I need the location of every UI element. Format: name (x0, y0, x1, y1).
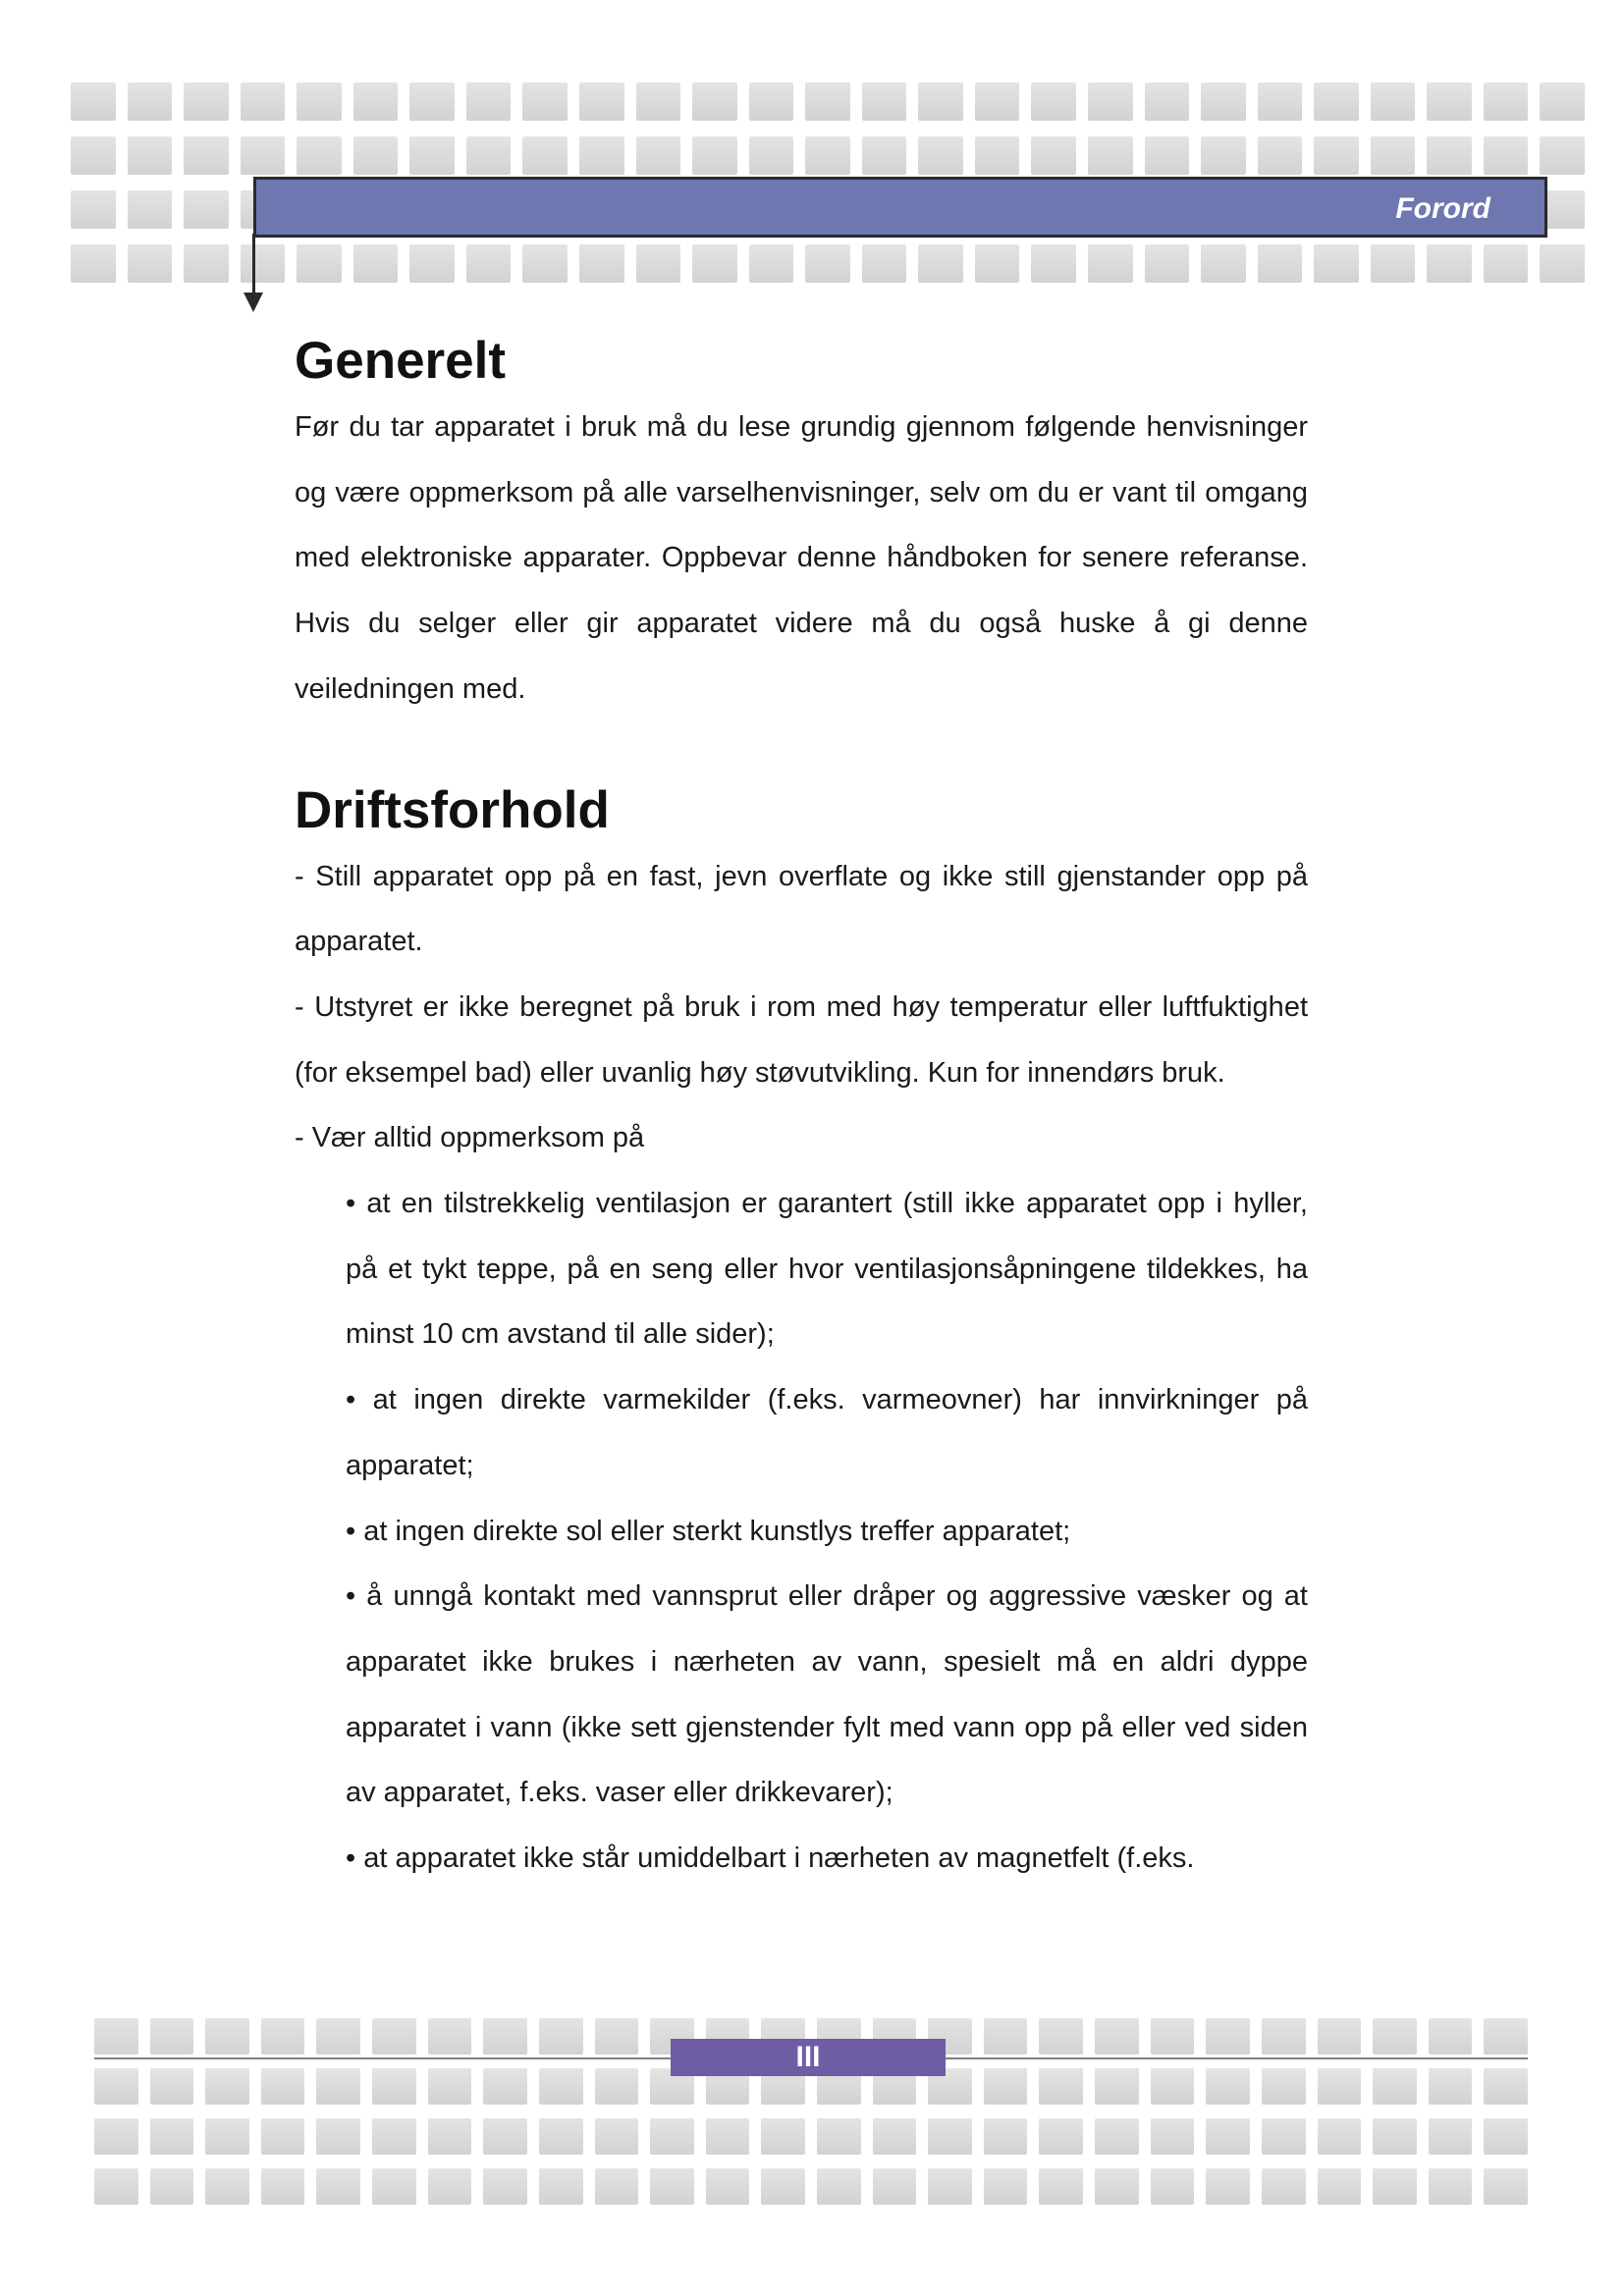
decorative-tile (1427, 244, 1472, 283)
decorative-tile (150, 2068, 194, 2105)
driftsforhold-item: - Vær alltid oppmerksom på (295, 1122, 645, 1154)
decorative-tile (483, 2018, 527, 2055)
bullet-item: • at ingen direkte varmekilder (f.eks. varmeovner) har innvirkninger på apparatet; (346, 1384, 1308, 1481)
decorative-tile (241, 82, 286, 121)
decorative-tile (94, 2018, 138, 2055)
decorative-tile (94, 2168, 138, 2205)
decorative-tile (1201, 244, 1246, 283)
bullet-item: • å unngå kontakt med vannsprut eller dråper og aggressive væsker og at apparatet ikke brukes i nærheten av vann, spesielt må en aldri dyppe apparatet i vann (ikke sett gjenstender fylt med vann opp på eller ved siden av apparatet, f.eks. vaser eller drikkevarer); (346, 1580, 1308, 1809)
decorative-tile (984, 2118, 1028, 2155)
decorative-tile (184, 244, 229, 283)
decorative-tile (316, 2018, 360, 2055)
decorative-tile (483, 2168, 527, 2205)
decorative-tile (94, 2118, 138, 2155)
decorative-tile (1373, 2118, 1417, 2155)
decorative-tile (409, 136, 455, 175)
decorative-tile (1318, 2068, 1362, 2105)
decorative-tile (579, 136, 624, 175)
decorative-tile (128, 136, 173, 175)
decorative-tile (1484, 2068, 1528, 2105)
decorative-tile (928, 2118, 972, 2155)
decorative-tile (1151, 2068, 1195, 2105)
decorative-tile (1540, 136, 1585, 175)
decorative-tile (1258, 244, 1303, 283)
decorative-tile (205, 2068, 249, 2105)
decorative-tile (873, 2168, 917, 2205)
decorative-tile (539, 2068, 583, 2105)
decorative-tile (483, 2068, 527, 2105)
decorative-tile (650, 2118, 694, 2155)
decorative-tile (261, 2068, 305, 2105)
decorative-tile (466, 244, 512, 283)
decorative-tile (428, 2168, 472, 2205)
decorative-tile (1373, 2168, 1417, 2205)
decorative-tile (205, 2018, 249, 2055)
decorative-tile (150, 2118, 194, 2155)
decorative-tile (749, 244, 794, 283)
decorative-tile (817, 2118, 861, 2155)
decorative-tile (595, 2018, 639, 2055)
decorative-tile (749, 82, 794, 121)
decorative-tile (1145, 82, 1190, 121)
decorative-tile (241, 136, 286, 175)
decorative-tile (316, 2068, 360, 2105)
decorative-tile (1371, 244, 1416, 283)
decorative-tile (595, 2068, 639, 2105)
decorative-tile (873, 2118, 917, 2155)
decorative-tile (1484, 2118, 1528, 2155)
decorative-tile (1427, 82, 1472, 121)
decorative-tile (1201, 82, 1246, 121)
decorative-tile (650, 2168, 694, 2205)
decorative-tile (1095, 2118, 1139, 2155)
driftsforhold-item: - Still apparatet opp på en fast, jevn overflate og ikke still gjenstander opp på apparatet. (295, 860, 1308, 958)
header-connector-line (252, 234, 255, 294)
decorative-tile (428, 2118, 472, 2155)
decorative-tile (261, 2018, 305, 2055)
decorative-tile (1429, 2168, 1473, 2205)
decorative-tile (372, 2168, 416, 2205)
driftsforhold-item: - Utstyret er ikke beregnet på bruk i rom med høy temperatur eller luftfuktighet (for eksempel bad) eller uvanlig høy støvutvikling. Kun for innendørs bruk. (295, 990, 1308, 1089)
decorative-tile (539, 2018, 583, 2055)
decorative-tile (522, 244, 568, 283)
decorative-tile (522, 82, 568, 121)
decorative-tile (1039, 2018, 1083, 2055)
decorative-tile (918, 244, 963, 283)
decorative-tile (1095, 2068, 1139, 2105)
decorative-tile (71, 136, 116, 175)
decorative-tile (1258, 136, 1303, 175)
decorative-tile (1484, 2018, 1528, 2055)
decorative-tile (522, 136, 568, 175)
decorative-tile (749, 136, 794, 175)
decorative-tile (595, 2168, 639, 2205)
decorative-tile (1484, 244, 1529, 283)
decorative-tile (71, 190, 116, 229)
decorative-tile (428, 2018, 472, 2055)
decorative-tile (297, 82, 342, 121)
decorative-tile (918, 82, 963, 121)
decorative-tile (128, 190, 173, 229)
decorative-tile (862, 244, 907, 283)
decorative-tile (1206, 2168, 1250, 2205)
decorative-tile (150, 2168, 194, 2205)
section-heading-generelt: Generelt (295, 332, 507, 390)
decorative-tile (1427, 136, 1472, 175)
decorative-tile (975, 82, 1020, 121)
decorative-tile (1314, 82, 1359, 121)
page-number: III (671, 2039, 946, 2076)
decorative-tile (184, 190, 229, 229)
decorative-tile (1031, 244, 1076, 283)
decorative-tile (1088, 244, 1133, 283)
decorative-tile (1371, 82, 1416, 121)
decorative-tile (761, 2168, 805, 2205)
decorative-tile (706, 2118, 750, 2155)
decorative-tile (761, 2118, 805, 2155)
decorative-tile (579, 244, 624, 283)
decorative-tile (1262, 2118, 1306, 2155)
decorative-tile (261, 2168, 305, 2205)
decorative-tile (372, 2018, 416, 2055)
decorative-tile (1039, 2118, 1083, 2155)
decorative-tile (1151, 2118, 1195, 2155)
decorative-tile (1262, 2018, 1306, 2055)
decorative-tile (297, 136, 342, 175)
decorative-tile (1145, 244, 1190, 283)
decorative-tile (595, 2118, 639, 2155)
decorative-tile (466, 136, 512, 175)
decorative-tile (1429, 2068, 1473, 2105)
decorative-tile (71, 82, 116, 121)
chapter-title: Forord (1395, 192, 1490, 225)
decorative-tile (316, 2118, 360, 2155)
decorative-tile (1262, 2168, 1306, 2205)
decorative-tile (1206, 2018, 1250, 2055)
decorative-tile (1429, 2018, 1473, 2055)
decorative-tile (1373, 2068, 1417, 2105)
decorative-tile (817, 2168, 861, 2205)
decorative-tile (1039, 2168, 1083, 2205)
generelt-paragraph: Før du tar apparatet i bruk må du lese grundig gjennom følgende henvisninger og være oppmerksom på alle varselhenvisninger, selv om du er vant til omgang med elektroniske apparater. Oppbevar denne håndboken for senere referanse. Hvis du selger eller gir apparatet videre må du også huske å gi denne veiledningen med. (295, 411, 1308, 705)
decorative-tile (975, 244, 1020, 283)
decorative-tile (241, 244, 286, 283)
decorative-tile (1484, 2168, 1528, 2205)
decorative-tile (184, 82, 229, 121)
decorative-tile (205, 2118, 249, 2155)
decorative-tile (297, 244, 342, 283)
decorative-tile (353, 136, 399, 175)
decorative-tile (316, 2168, 360, 2205)
decorative-tile (1088, 136, 1133, 175)
decorative-tile (184, 136, 229, 175)
decorative-tile (928, 2168, 972, 2205)
decorative-tile (805, 136, 850, 175)
decorative-tile (862, 82, 907, 121)
decorative-tile (1371, 136, 1416, 175)
decorative-tile (372, 2118, 416, 2155)
decorative-tile (1095, 2018, 1139, 2055)
decorative-tile (128, 82, 173, 121)
decorative-tile (1373, 2018, 1417, 2055)
section-heading-driftsforhold: Driftsforhold (295, 780, 610, 839)
decorative-tile (918, 136, 963, 175)
decorative-tile (539, 2168, 583, 2205)
decorative-tile (1318, 2118, 1362, 2155)
decorative-tile (1314, 244, 1359, 283)
bullet-item: • at en tilstrekkelig ventilasjon er garantert (still ikke apparatet opp i hyller, på et tykt teppe, på en seng eller hvor ventilasjonsåpningene tildekkes, ha minst 10 cm avstand til alle sider); (346, 1188, 1308, 1351)
decorative-tile (353, 82, 399, 121)
decorative-tile (128, 244, 173, 283)
decorative-tile (692, 82, 737, 121)
decorative-tile (1484, 82, 1529, 121)
decorative-tile (1484, 136, 1529, 175)
decorative-tile (984, 2168, 1028, 2205)
decorative-tile (984, 2068, 1028, 2105)
decorative-tile (1088, 82, 1133, 121)
decorative-tile (692, 136, 737, 175)
decorative-tile (1318, 2168, 1362, 2205)
decorative-tile (71, 244, 116, 283)
decorative-tile (1201, 136, 1246, 175)
down-arrow-icon (244, 293, 263, 312)
decorative-tile (409, 82, 455, 121)
decorative-tile (1540, 244, 1585, 283)
bullet-item: • at apparatet ikke står umiddelbart i nærheten av magnetfelt (f.eks. (346, 1842, 1195, 1875)
decorative-tile (1206, 2068, 1250, 2105)
decorative-tile (353, 244, 399, 283)
decorative-tile (150, 2018, 194, 2055)
decorative-tile (1262, 2068, 1306, 2105)
decorative-tile (483, 2118, 527, 2155)
decorative-tile (1151, 2018, 1195, 2055)
decorative-tile (1429, 2118, 1473, 2155)
decorative-tile (692, 244, 737, 283)
decorative-tile (984, 2018, 1028, 2055)
decorative-tile (94, 2068, 138, 2105)
decorative-tile (1145, 136, 1190, 175)
bullet-item: • at ingen direkte sol eller sterkt kunstlys treffer apparatet; (346, 1515, 1071, 1547)
chapter-header-bar (253, 177, 1547, 238)
decorative-tile (805, 244, 850, 283)
decorative-tile (1039, 2068, 1083, 2105)
decorative-tile (409, 244, 455, 283)
decorative-tile (1314, 136, 1359, 175)
decorative-tile (1206, 2118, 1250, 2155)
page-content (295, 328, 1308, 1892)
decorative-tile (1318, 2018, 1362, 2055)
decorative-tile (1095, 2168, 1139, 2205)
decorative-tile (539, 2118, 583, 2155)
decorative-tile (372, 2068, 416, 2105)
decorative-tile (862, 136, 907, 175)
decorative-tile (466, 82, 512, 121)
decorative-tile (636, 244, 681, 283)
decorative-tile (1031, 82, 1076, 121)
decorative-tile (579, 82, 624, 121)
decorative-tile (636, 82, 681, 121)
decorative-tile (205, 2168, 249, 2205)
decorative-tile (975, 136, 1020, 175)
decorative-tile (261, 2118, 305, 2155)
decorative-tile (1258, 82, 1303, 121)
decorative-tile (805, 82, 850, 121)
decorative-tile (706, 2168, 750, 2205)
decorative-tile (428, 2068, 472, 2105)
decorative-tile (1151, 2168, 1195, 2205)
decorative-tile (636, 136, 681, 175)
decorative-tile (1540, 82, 1585, 121)
decorative-tile (1031, 136, 1076, 175)
